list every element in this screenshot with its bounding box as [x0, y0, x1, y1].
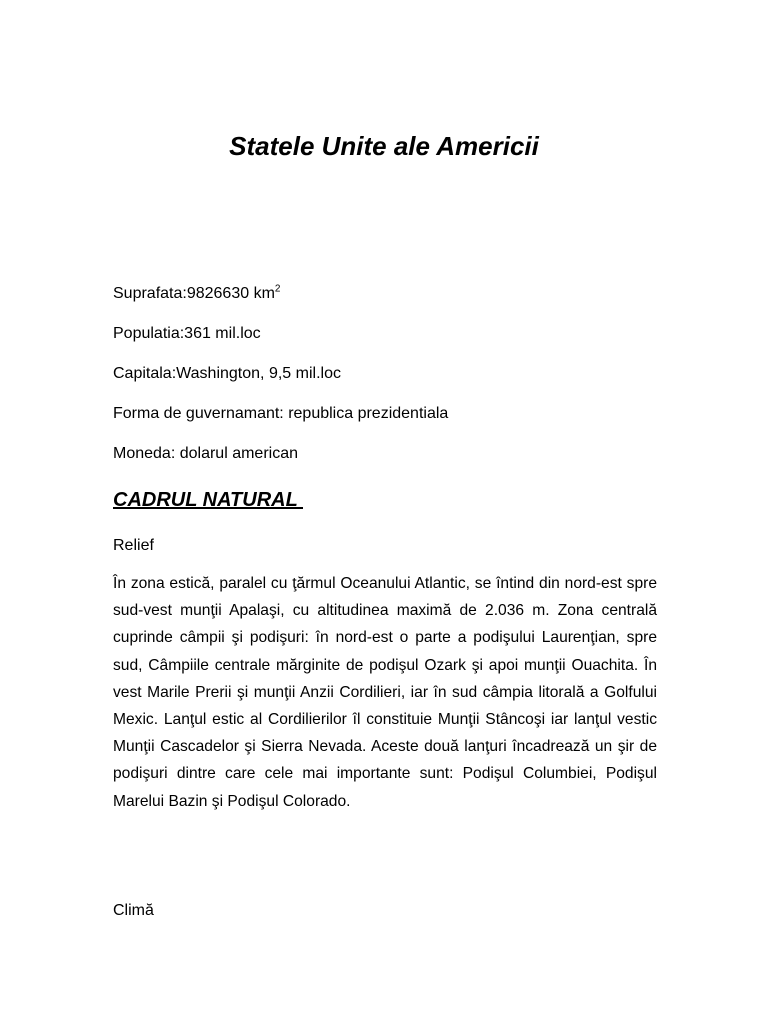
fact-suprafata	[113, 283, 673, 305]
fact-populatia: Populatia:361 mil.loc	[113, 325, 261, 342]
relief-paragraph: În zona estică, paralel cu ţărmul Oceanului Atlantic, se întind din nord-est spre sud-vest munţii Apalaşi, cu altitudinea maximă de 2.036 m. Zona centrală cuprinde câmpii şi podişuri: în nord-est o parte a podişului Laurenţian, spre sud, Câmpiile centrale mărginite de podişul Ozark şi apoi munţii Ouachita. În vest Marile Prerii şi munţii Anzii Cordilieri, iar în sud câmpia litorală a Golfului Mexic. Lanţul estic al Cordilierilor îl constituie Munţii Stâncoşi iar lanţul vestic Munţii Cascadelor şi Sierra Nevada. Aceste două lanţuri încadrează un şir de podişuri dintre care cele mai importante sunt: Podişul Columbiei, Podişul Marelui Bazin şi Podişul Colorado.	[113, 575, 657, 810]
fact-suprafata-superscript: 2	[274, 283, 281, 295]
facts-list	[113, 283, 673, 483]
fact-forma-guvernamant: Forma de guvernamant: republica prezidentiala	[113, 405, 449, 422]
fact-capitala: Capitala:Washington, 9,5 mil.loc	[113, 365, 341, 382]
section-heading-cadrul-natural: CADRUL NATURAL	[113, 489, 303, 511]
fact-moneda: Moneda: dolarul american	[113, 445, 298, 462]
fact-suprafata-text: Suprafata:9826630 km	[113, 285, 275, 302]
document-title: Statele Unite ale Americii	[229, 131, 539, 161]
subheading-relief: Relief	[113, 537, 154, 554]
subheading-clima: Climă	[113, 902, 154, 919]
